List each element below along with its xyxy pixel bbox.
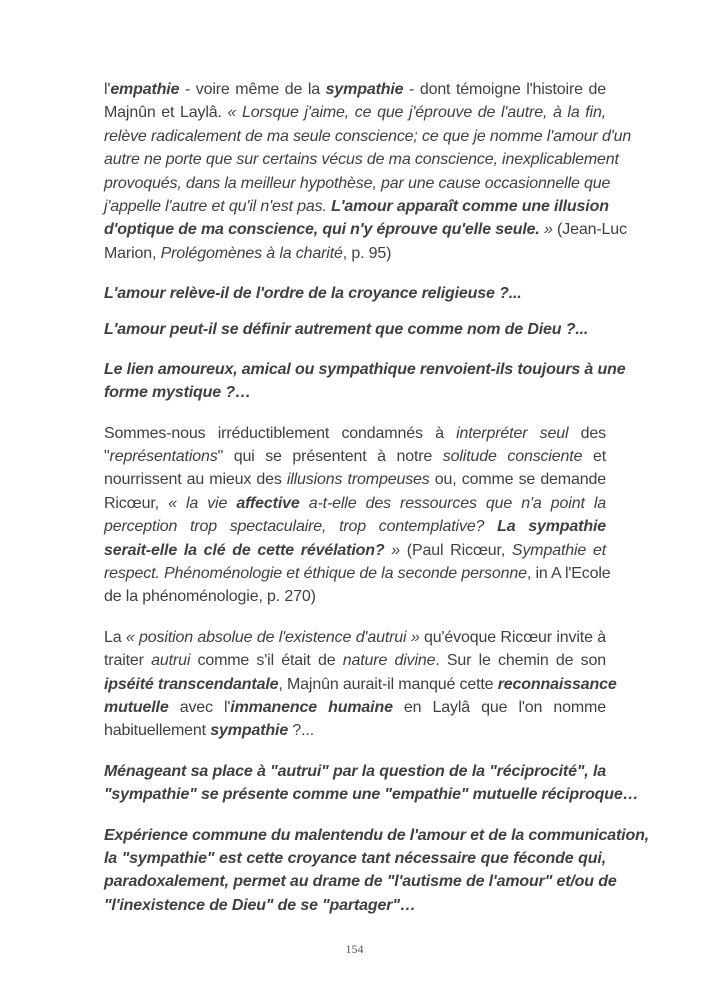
text-run: sympathie: [325, 81, 404, 98]
paragraph: [104, 318, 606, 341]
text-line: [104, 515, 606, 538]
text-line: [104, 422, 606, 445]
text-line: [104, 492, 606, 515]
paragraph: [104, 760, 639, 807]
text-run: Sommes-nous irréductiblement condamnés à: [104, 424, 457, 442]
text-run: la "sympathie" est cette croyance tant nécessaire que féconde qui,: [104, 849, 606, 867]
text-run: perception trop spectaculaire, trop contemplative?: [104, 518, 498, 536]
paragraph: [104, 78, 632, 265]
text-line: [104, 125, 632, 148]
text-line: [104, 847, 606, 870]
text-line: [104, 562, 611, 585]
text-run: , in A l'Ecole: [526, 565, 611, 583]
text-run: . Sur le chemin de son: [435, 652, 607, 670]
text-run: ?...: [288, 722, 315, 740]
text-run: L'amour relève-il de l'ordre de la croyance religieuse ?...: [104, 285, 522, 303]
text-run: ipséité transcendantale: [104, 675, 279, 693]
text-run: Ménageant sa place à "autrui" par la question de la "réciprocité", la: [104, 762, 606, 780]
text-line: [104, 358, 626, 381]
text-run: représentations: [109, 448, 218, 466]
text-run: a-t-elle des ressources que n'a point la: [299, 494, 607, 512]
text-run: immanence humaine: [230, 698, 393, 716]
text-line: [104, 626, 606, 649]
text-run: »: [539, 221, 553, 239]
text-line: [104, 760, 606, 783]
text-run: , Majnûn aurait-il manqué cette: [278, 675, 498, 693]
text-run: sympathie: [210, 722, 289, 740]
text-line: [104, 719, 606, 742]
text-run: Marion,: [104, 244, 161, 262]
text-line: [104, 101, 606, 124]
text-run: paradoxalement, permet au drame de "l'autisme de l'amour" et/ou de: [104, 873, 617, 891]
text-run: reconnaissance: [497, 675, 617, 693]
paragraph: [104, 282, 606, 305]
text-run: comme s'il était de: [190, 652, 343, 670]
text-run: provoqués, dans la meilleur hypothèse, par une cause occasionnelle que: [104, 174, 611, 192]
text-run: , p. 95): [342, 244, 392, 262]
text-run: Sympathie et: [511, 541, 606, 559]
text-run: mutuelle: [104, 698, 169, 716]
text-run: traiter: [104, 652, 152, 670]
text-line: [104, 195, 609, 218]
text-line: [104, 783, 639, 806]
text-run: Ricœur,: [104, 494, 169, 512]
paragraph: [104, 422, 611, 609]
paragraph: [104, 358, 626, 405]
text-run: et: [582, 448, 606, 466]
text-line: [104, 172, 611, 195]
text-run: « Lorsque j'aime, ce que j'éprouve de l'autre, à la fin,: [227, 104, 606, 122]
text-line: [104, 381, 606, 404]
text-run: Prolégomènes à la charité: [160, 244, 343, 262]
text-line: [104, 539, 606, 562]
text-run: L'amour peut-il se définir autrement que comme nom de Dieu ?...: [104, 320, 589, 338]
text-run: - voire même de la: [179, 81, 326, 98]
text-run: des: [568, 424, 606, 442]
text-run: ou, comme se demande: [429, 471, 606, 489]
text-run: empathie: [110, 81, 180, 98]
text-run: solitude consciente: [442, 448, 583, 466]
text-run: habituellement: [104, 722, 211, 740]
text-run: (Jean-Luc: [552, 221, 627, 239]
text-run: respect. Phénoménologie et éthique de la seconde personne: [104, 565, 527, 583]
text-run: L'amour apparaît comme une illusion: [331, 197, 609, 215]
text-run: Expérience commune du malentendu de l'amour et de la communication,: [104, 826, 649, 844]
text-run: - dont témoigne l'histoire de: [403, 81, 606, 98]
text-run: Le lien amoureux, amical ou sympathique renvoient-ils toujours à une: [104, 360, 626, 378]
text-line: [104, 148, 619, 171]
text-run: nature divine: [342, 652, 436, 670]
paragraph: [104, 824, 649, 918]
text-line: [104, 585, 606, 608]
text-run: j'appelle l'autre et qu'il n'est pas.: [104, 197, 332, 215]
text-run: Majnûn et Laylâ.: [104, 104, 228, 122]
text-run: de la phénoménologie, p. 270): [104, 588, 316, 606]
text-run: illusions trompeuses: [286, 471, 430, 489]
text-run: d'optique de ma conscience, qui n'y éprouve qu'elle seule.: [104, 221, 540, 239]
text-line: [104, 824, 649, 847]
text-line: [104, 870, 617, 893]
text-line: [104, 282, 606, 305]
text-run: "l'inexistence de Dieu" de se "partager"…: [104, 896, 416, 914]
text-line: [104, 78, 606, 101]
page-body: [104, 78, 649, 934]
text-run: autre ne porte que sur certains vécus de ma conscience, inexplicablement: [104, 151, 619, 169]
text-run: " qui se présentent à notre: [217, 448, 443, 466]
text-line: [104, 218, 627, 241]
paragraph: [104, 626, 617, 743]
page-number: 154: [345, 942, 364, 956]
text-run: affective: [236, 494, 300, 512]
text-line: [104, 894, 606, 917]
text-run: "sympathie" se présente comme une "empathie" mutuelle réciproque…: [104, 786, 639, 804]
text-run: « position absolue de l'existence d'autrui »: [125, 628, 420, 646]
text-line: [104, 696, 606, 719]
text-run: « la vie: [168, 494, 237, 512]
text-run: La: [104, 628, 126, 646]
text-run: autrui: [151, 652, 191, 670]
text-line: [104, 673, 617, 696]
text-run: avec l': [168, 698, 231, 716]
text-run: en Laylâ que l'on nomme: [392, 698, 606, 716]
text-run: La sympathie: [497, 518, 606, 536]
text-run: l': [104, 81, 111, 98]
text-run: nourrissent au mieux des: [104, 471, 287, 489]
text-run: »: [384, 541, 401, 559]
text-run: relève radicalement de ma seule conscience; ce que je nomme l'amour d'un: [104, 127, 632, 145]
text-run: serait-elle la clé de cette révélation?: [104, 541, 385, 559]
text-run: qu'évoque Ricœur invite à: [419, 628, 606, 646]
text-run: (Paul Ricœur,: [400, 541, 512, 559]
text-line: [104, 445, 606, 468]
text-line: [104, 242, 606, 265]
text-line: [104, 649, 606, 672]
text-run: ": [104, 448, 110, 466]
text-line: [104, 318, 606, 341]
text-run: interpréter seul: [456, 424, 569, 442]
text-run: forme mystique ?…: [104, 384, 251, 402]
text-line: [104, 468, 606, 491]
